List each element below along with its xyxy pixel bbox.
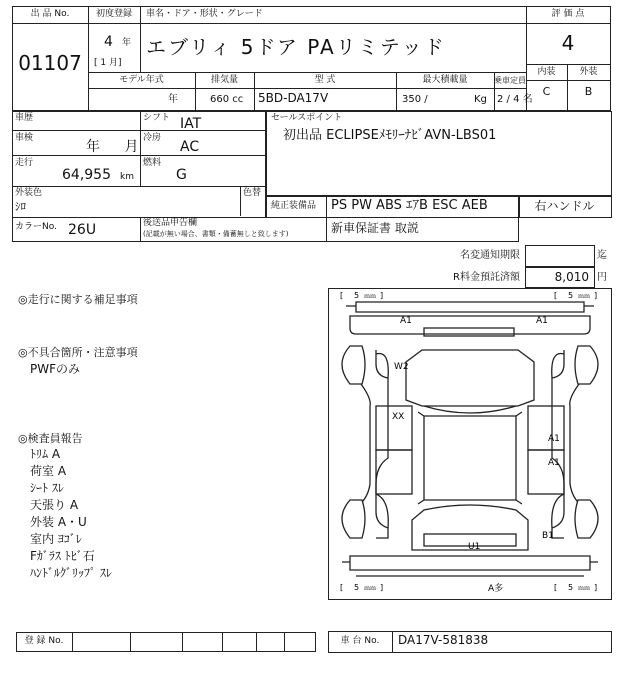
svg-text:]: ]: [380, 291, 384, 300]
name-change-label: 名変通知期限: [460, 250, 520, 261]
capacity-label: 乗車定員: [494, 76, 526, 85]
svg-text:[: [: [554, 291, 558, 300]
shift-value: IAT: [180, 116, 202, 132]
mark-xx: XX: [392, 412, 405, 422]
interior-label: 内装: [537, 67, 556, 77]
inspector-line: ﾄﾘﾑ A: [30, 447, 61, 461]
exterior-color-value: ｼﾛ: [15, 200, 26, 213]
svg-text:ｍｍ: ｍｍ: [364, 293, 377, 300]
max-load-unit: Kg: [474, 94, 487, 105]
svg-text:5: 5: [354, 583, 360, 592]
equipment-value: PS PW ABS ｴｱB ESC AEB: [331, 198, 488, 213]
sales-point-label: セールスポイント: [271, 113, 343, 123]
svg-text:5: 5: [354, 291, 360, 300]
mark-rear: A多: [488, 584, 504, 594]
shipping-docs-label: 後送品申告欄: [143, 218, 198, 228]
color-change-label: 色替: [243, 188, 262, 198]
details-frame: [12, 111, 266, 218]
fuel-value: G: [176, 167, 187, 183]
defects-label: ◎不具合箇所・注意事項: [18, 346, 138, 359]
tire-tag-front-right: [554, 291, 597, 300]
mileage-unit: km: [120, 172, 134, 182]
interior-grade: C: [542, 85, 551, 98]
inspector-line: ｼｰﾄ ｽﾚ: [30, 481, 64, 495]
ac-label: 冷房: [143, 133, 162, 143]
car-name-label: 車名・ドア・形状・グレード: [146, 9, 263, 19]
equipment-label: 純正装備品: [271, 201, 317, 211]
svg-text:]: ]: [594, 291, 598, 300]
mark-b1: B1: [542, 531, 554, 541]
first-reg-label: 初度登録: [95, 9, 132, 19]
mark-u1: U1: [468, 542, 481, 552]
svg-text:5: 5: [568, 583, 574, 592]
type-label: 型 式: [314, 75, 336, 85]
color-no-value: 26U: [68, 222, 97, 238]
inspector-line: 室内 ﾖｺﾞﾚ: [30, 532, 82, 546]
mileage-label: 走行: [15, 158, 34, 168]
driving-notes-label: ◎走行に関する補足事項: [18, 293, 138, 306]
svg-text:[: [: [340, 291, 344, 300]
inspector-line: ﾊﾝﾄﾞﾙｸﾞﾘｯﾌﾟ ｽﾚ: [30, 566, 112, 580]
shift-label: シフト: [143, 113, 171, 123]
model-code: 5BD-DA17V: [258, 91, 329, 105]
inspector-line: 外装 A・U: [30, 515, 87, 529]
lot-label: 出 品 No.: [30, 9, 70, 19]
car-name: エブリィ 5ドア PAリミテッド: [146, 35, 446, 59]
inspector-line: 荷室 A: [30, 464, 67, 478]
inspector-label: ◎検査員報告: [18, 432, 83, 445]
svg-text:[: [: [554, 583, 558, 592]
svg-text:5: 5: [568, 291, 574, 300]
reg-no-label: 登 録 No.: [24, 636, 64, 646]
capacity-value: 2 / 4 名: [497, 94, 533, 105]
exterior-grade: B: [584, 85, 593, 98]
tire-tag-rear-left: [340, 583, 383, 592]
score-value: 4: [561, 31, 575, 55]
mark-right-door-2: A1: [548, 458, 560, 468]
exterior-color-label: 外装色: [15, 188, 43, 198]
mark-w2: W2: [394, 362, 409, 372]
shipping-docs-note: (記載が無い場合、書類・備蓄無しと致します): [143, 230, 289, 238]
car-damage-diagram: [328, 288, 612, 600]
first-reg-month: [ 1 月]: [94, 58, 122, 68]
recycle-unit: 円: [597, 272, 607, 283]
fuel-label: 燃料: [143, 158, 162, 168]
first-reg-year: 4: [104, 34, 113, 50]
inspector-line: 天張り A: [30, 498, 79, 512]
lot-number: 01107: [18, 51, 82, 75]
chassis-label: 車 台 No.: [340, 636, 380, 646]
tire-tag-rear-right: [554, 583, 597, 592]
inspector-report: [30, 446, 112, 582]
score-label: 評 価 点: [551, 9, 585, 19]
model-year-label: モデル年式: [119, 75, 164, 85]
model-year-unit: 年: [168, 94, 178, 105]
ac-value: AC: [180, 139, 200, 155]
svg-text:]: ]: [594, 583, 598, 592]
max-load-label: 最大積載量: [422, 75, 468, 85]
svg-text:]: ]: [380, 583, 384, 592]
mark-front-left: A1: [400, 316, 412, 326]
name-change-box: [525, 245, 595, 267]
color-no-label: カラーNo.: [15, 222, 57, 232]
name-change-unit: 迄: [597, 250, 607, 261]
svg-text:ｍｍ: ｍｍ: [364, 585, 377, 592]
svg-text:ｍｍ: ｍｍ: [578, 585, 591, 592]
svg-text:[: [: [340, 583, 344, 592]
mark-right-door-1: A1: [548, 434, 560, 444]
tire-tag-front-left: [340, 291, 383, 300]
warranty-value: 新車保証書 取説: [331, 221, 419, 235]
max-load-value: 350 /: [402, 94, 428, 105]
sales-point-value: 初出品 ECLIPSEﾒﾓﾘｰﾅﾋﾞAVN-LBS01: [283, 128, 497, 143]
displacement-value: 660 cc: [210, 94, 244, 105]
mileage-value: 64,955: [62, 167, 111, 183]
history-label: 車歴: [15, 113, 34, 123]
inspection-value: 年 月: [86, 139, 139, 155]
inspection-label: 車検: [15, 133, 34, 143]
recycle-fee: 8,010: [554, 270, 589, 284]
displacement-label: 排気量: [210, 75, 238, 85]
year-unit: 年: [122, 38, 132, 48]
inspector-line: Fｶﾞﾗｽ ﾄﾋﾞ石: [30, 549, 95, 563]
chassis-number: DA17V-581838: [398, 633, 489, 647]
mark-front-right: A1: [536, 316, 548, 326]
recycle-label: R料金預託済額: [453, 272, 520, 283]
svg-text:ｍｍ: ｍｍ: [578, 293, 591, 300]
exterior-label: 外装: [579, 67, 598, 77]
defects-value: PWFのみ: [30, 362, 81, 376]
steering-value: 右ハンドル: [534, 199, 595, 213]
